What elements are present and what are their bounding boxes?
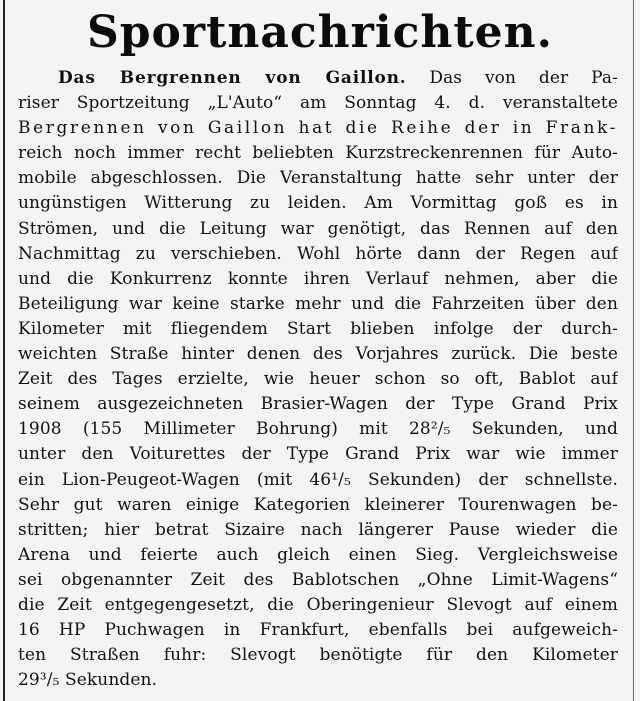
column-rule-left — [3, 0, 5, 701]
article-line: stritten; hier betrat Sizaire nach längerer Pause wieder die — [18, 519, 618, 540]
article-line: und die Konkurrenz konnte ihren Verlauf nehmen, aber die — [18, 268, 618, 289]
article-line: Arena und feierte auch gleich einen Sieg. Vergleichsweise — [18, 544, 618, 565]
article-line: die Zeit entgegengesetzt, die Oberingenieur Slevogt auf einem — [18, 594, 618, 615]
article-line: 1908 (155 Millimeter Bohrung) mit 28²/₅ Sekunden, und — [18, 419, 618, 440]
article-lead-title: Das Bergrennen von Gaillon. — [58, 68, 407, 88]
article-line: Kilometer mit fliegendem Start blieben infolge der durch- — [18, 318, 618, 339]
article-line: Strömen, und die Leitung war genötigt, das Rennen auf den — [18, 218, 618, 239]
article-line: Zeit des Tages erzielte, wie heuer schon so oft, Bablot auf — [18, 369, 618, 390]
article-line: unter den Voiturettes der Type Grand Prix war wie immer — [18, 444, 618, 465]
column-rule-right — [633, 0, 634, 701]
article-line: ein Lion-Peugeot-Wagen (mit 46¹/₅ Sekunden) der schnellste. — [18, 469, 618, 490]
article-line: 29³/₅ Sekunden. — [18, 670, 158, 691]
section-headline: Sportnachrichten. — [87, 7, 553, 58]
article-line: Nachmittag zu verschieben. Wohl hörte dann der Regen auf — [18, 243, 618, 264]
article-line: Sehr gut waren einige Kategorien kleinerer Tourenwagen be- — [18, 494, 618, 515]
article-line: Bergrennen von Gaillon hat die Reihe der in Frank- — [18, 118, 618, 139]
article-line: mobile abgeschlossen. Die Veranstaltung hatte sehr unter der — [18, 168, 618, 189]
article-line: weichten Straße hinter denen des Vorjahres zurück. Die beste — [18, 344, 618, 365]
article-line: ungünstigen Witterung zu leiden. Am Vormittag goß es in — [18, 193, 618, 214]
article-line: Das Bergrennen von Gaillon. Das von der Pa- — [58, 68, 618, 88]
article-line: Beteiligung war keine starke mehr und die Fahrzeiten über den — [18, 293, 618, 314]
article-body — [18, 66, 618, 693]
article-line: ten Straßen fuhr: Slevogt benötigte für den Kilometer — [18, 645, 618, 666]
article-line: riser Sportzeitung „L'Auto“ am Sonntag 4. d. veranstaltete — [18, 93, 618, 114]
article-line: reich noch immer recht beliebten Kurzstreckenrennen für Auto- — [18, 143, 618, 164]
article-line: seinem ausgezeichneten Brasier-Wagen der Type Grand Prix — [18, 394, 618, 415]
article-line: sei obgenannter Zeit des Bablotschen „Ohne Limit-Wagens“ — [18, 569, 618, 590]
article-line: 16 HP Puchwagen in Frankfurt, ebenfalls bei aufgeweich- — [18, 620, 618, 641]
